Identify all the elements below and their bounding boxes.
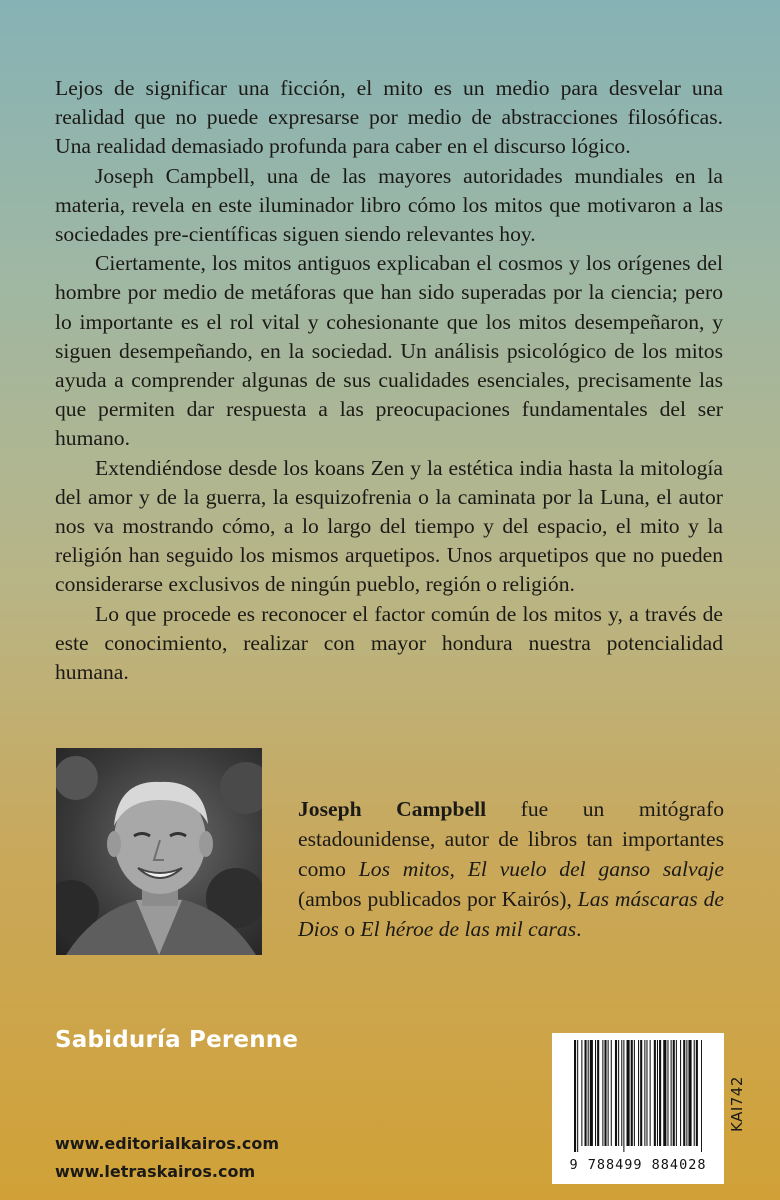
barcode-bar [618, 1040, 619, 1146]
barcode-bar [597, 1040, 599, 1146]
barcode-bar [588, 1040, 589, 1146]
barcode-bar [654, 1040, 656, 1146]
barcode-bar [581, 1040, 582, 1146]
author-name: Joseph Campbell [298, 797, 487, 821]
barcode-bar [671, 1040, 672, 1146]
barcode-bar [640, 1040, 642, 1146]
bio-text-3: o [338, 917, 361, 941]
book-title-1: Los mitos, El vuelo del ganso salvaje [358, 857, 724, 881]
barcode-bar [696, 1040, 698, 1146]
barcode-bar [621, 1040, 622, 1146]
back-cover-blurb [55, 74, 723, 687]
barcode-bar [604, 1040, 606, 1146]
barcode-bar [688, 1040, 691, 1146]
barcode-bar [631, 1040, 633, 1146]
barcode-bar [644, 1040, 645, 1146]
barcode-bar [590, 1040, 593, 1146]
barcode-bar [667, 1040, 668, 1146]
blurb-paragraph-4: Extendiéndose desde los koans Zen y la estética india hasta la mitología del amor y de la guerra, la esquizofrenia o la caminata por la Luna, el autor nos va mostrando cómo, a lo largo del tiempo y del espacio, el mito y la religión han seguido los mismos arquetipos. Unos arquetipos que no pueden considerarse exclusivos de ningún pueblo, región o religión. [55, 455, 723, 597]
series-name: Sabiduría Perenne [55, 1027, 299, 1053]
barcode-bar [694, 1040, 695, 1146]
blurb-paragraph-5: Lo que procede es reconocer el factor común de los mitos y, a través de este conocimiento, realizar con mayor hondura nuestra potencialidad humana. [55, 601, 723, 685]
barcode-bar [686, 1040, 687, 1146]
website-link-editorial[interactable]: www.editorialkairos.com [55, 1134, 280, 1153]
barcode-bar [659, 1040, 661, 1146]
barcode-bar [602, 1040, 603, 1146]
barcode-bar [634, 1040, 635, 1146]
website-link-letras[interactable]: www.letraskairos.com [55, 1162, 256, 1181]
blurb-paragraph-2: Joseph Campbell, una de las mayores autoridades mundiales en la materia, revela en este iluminador libro cómo los mitos que motivaron a las sociedades pre-científicas siguen siendo relevantes hoy. [55, 163, 723, 247]
isbn-number: 9 788499 884028 [569, 1157, 707, 1173]
barcode-bars [574, 1040, 702, 1152]
barcode-bar [615, 1040, 617, 1146]
barcode-bar [683, 1040, 685, 1146]
barcode-bar [611, 1040, 612, 1146]
blurb-paragraph-3: Ciertamente, los mitos antiguos explicaban el cosmos y los orígenes del hombre por medio de metáforas que han sido superadas por la ciencia; pero lo importante es el rol vital y cohesionante que los mitos desempeñaron, y siguen desempeñando, en la sociedad. Un análisis psicológico de los mitos ayuda a comprender algunas de sus cualidades esenciales, precisamente las que permiten dar respuesta a las preocupaciones fundamentales del ser humano. [55, 251, 723, 451]
product-code: KAI742 [728, 1076, 746, 1132]
book-title-2: Las máscaras de Dios [298, 887, 724, 941]
barcode-bar [585, 1040, 587, 1146]
barcode-bar [650, 1040, 651, 1146]
barcode-bar [638, 1040, 639, 1146]
barcode-bar [623, 1040, 624, 1152]
barcode-bar [646, 1040, 647, 1146]
barcode-bar [680, 1040, 681, 1146]
barcode-bar [657, 1040, 658, 1146]
barcode-bar [627, 1040, 630, 1146]
barcode-bar [663, 1040, 666, 1146]
barcode-bar [595, 1040, 596, 1146]
barcode [552, 1033, 724, 1184]
bio-text-1: fue un mitógrafo estadounidense, autor de libros tan importantes como [298, 797, 724, 881]
book-title-3: El héroe de las mil caras [360, 917, 577, 941]
barcode-bar [574, 1040, 576, 1152]
barcode-bar [701, 1040, 702, 1152]
barcode-bar [608, 1040, 609, 1146]
bio-text-2: (ambos publicados por Kairós), [298, 887, 578, 911]
barcode-bar [577, 1040, 578, 1152]
blurb-paragraph-1: Lejos de significar una ficción, el mito es un medio para desvelar una realidad que no puede expresarse por medio de abstracciones filosóficas. Una realidad demasiado profunda para caber en el discurso lógico. [55, 76, 723, 159]
bio-text-4: . [576, 917, 582, 941]
author-photo [56, 748, 262, 955]
barcode-bar [673, 1040, 675, 1146]
barcode-bar [676, 1040, 677, 1146]
author-bio [298, 794, 724, 944]
